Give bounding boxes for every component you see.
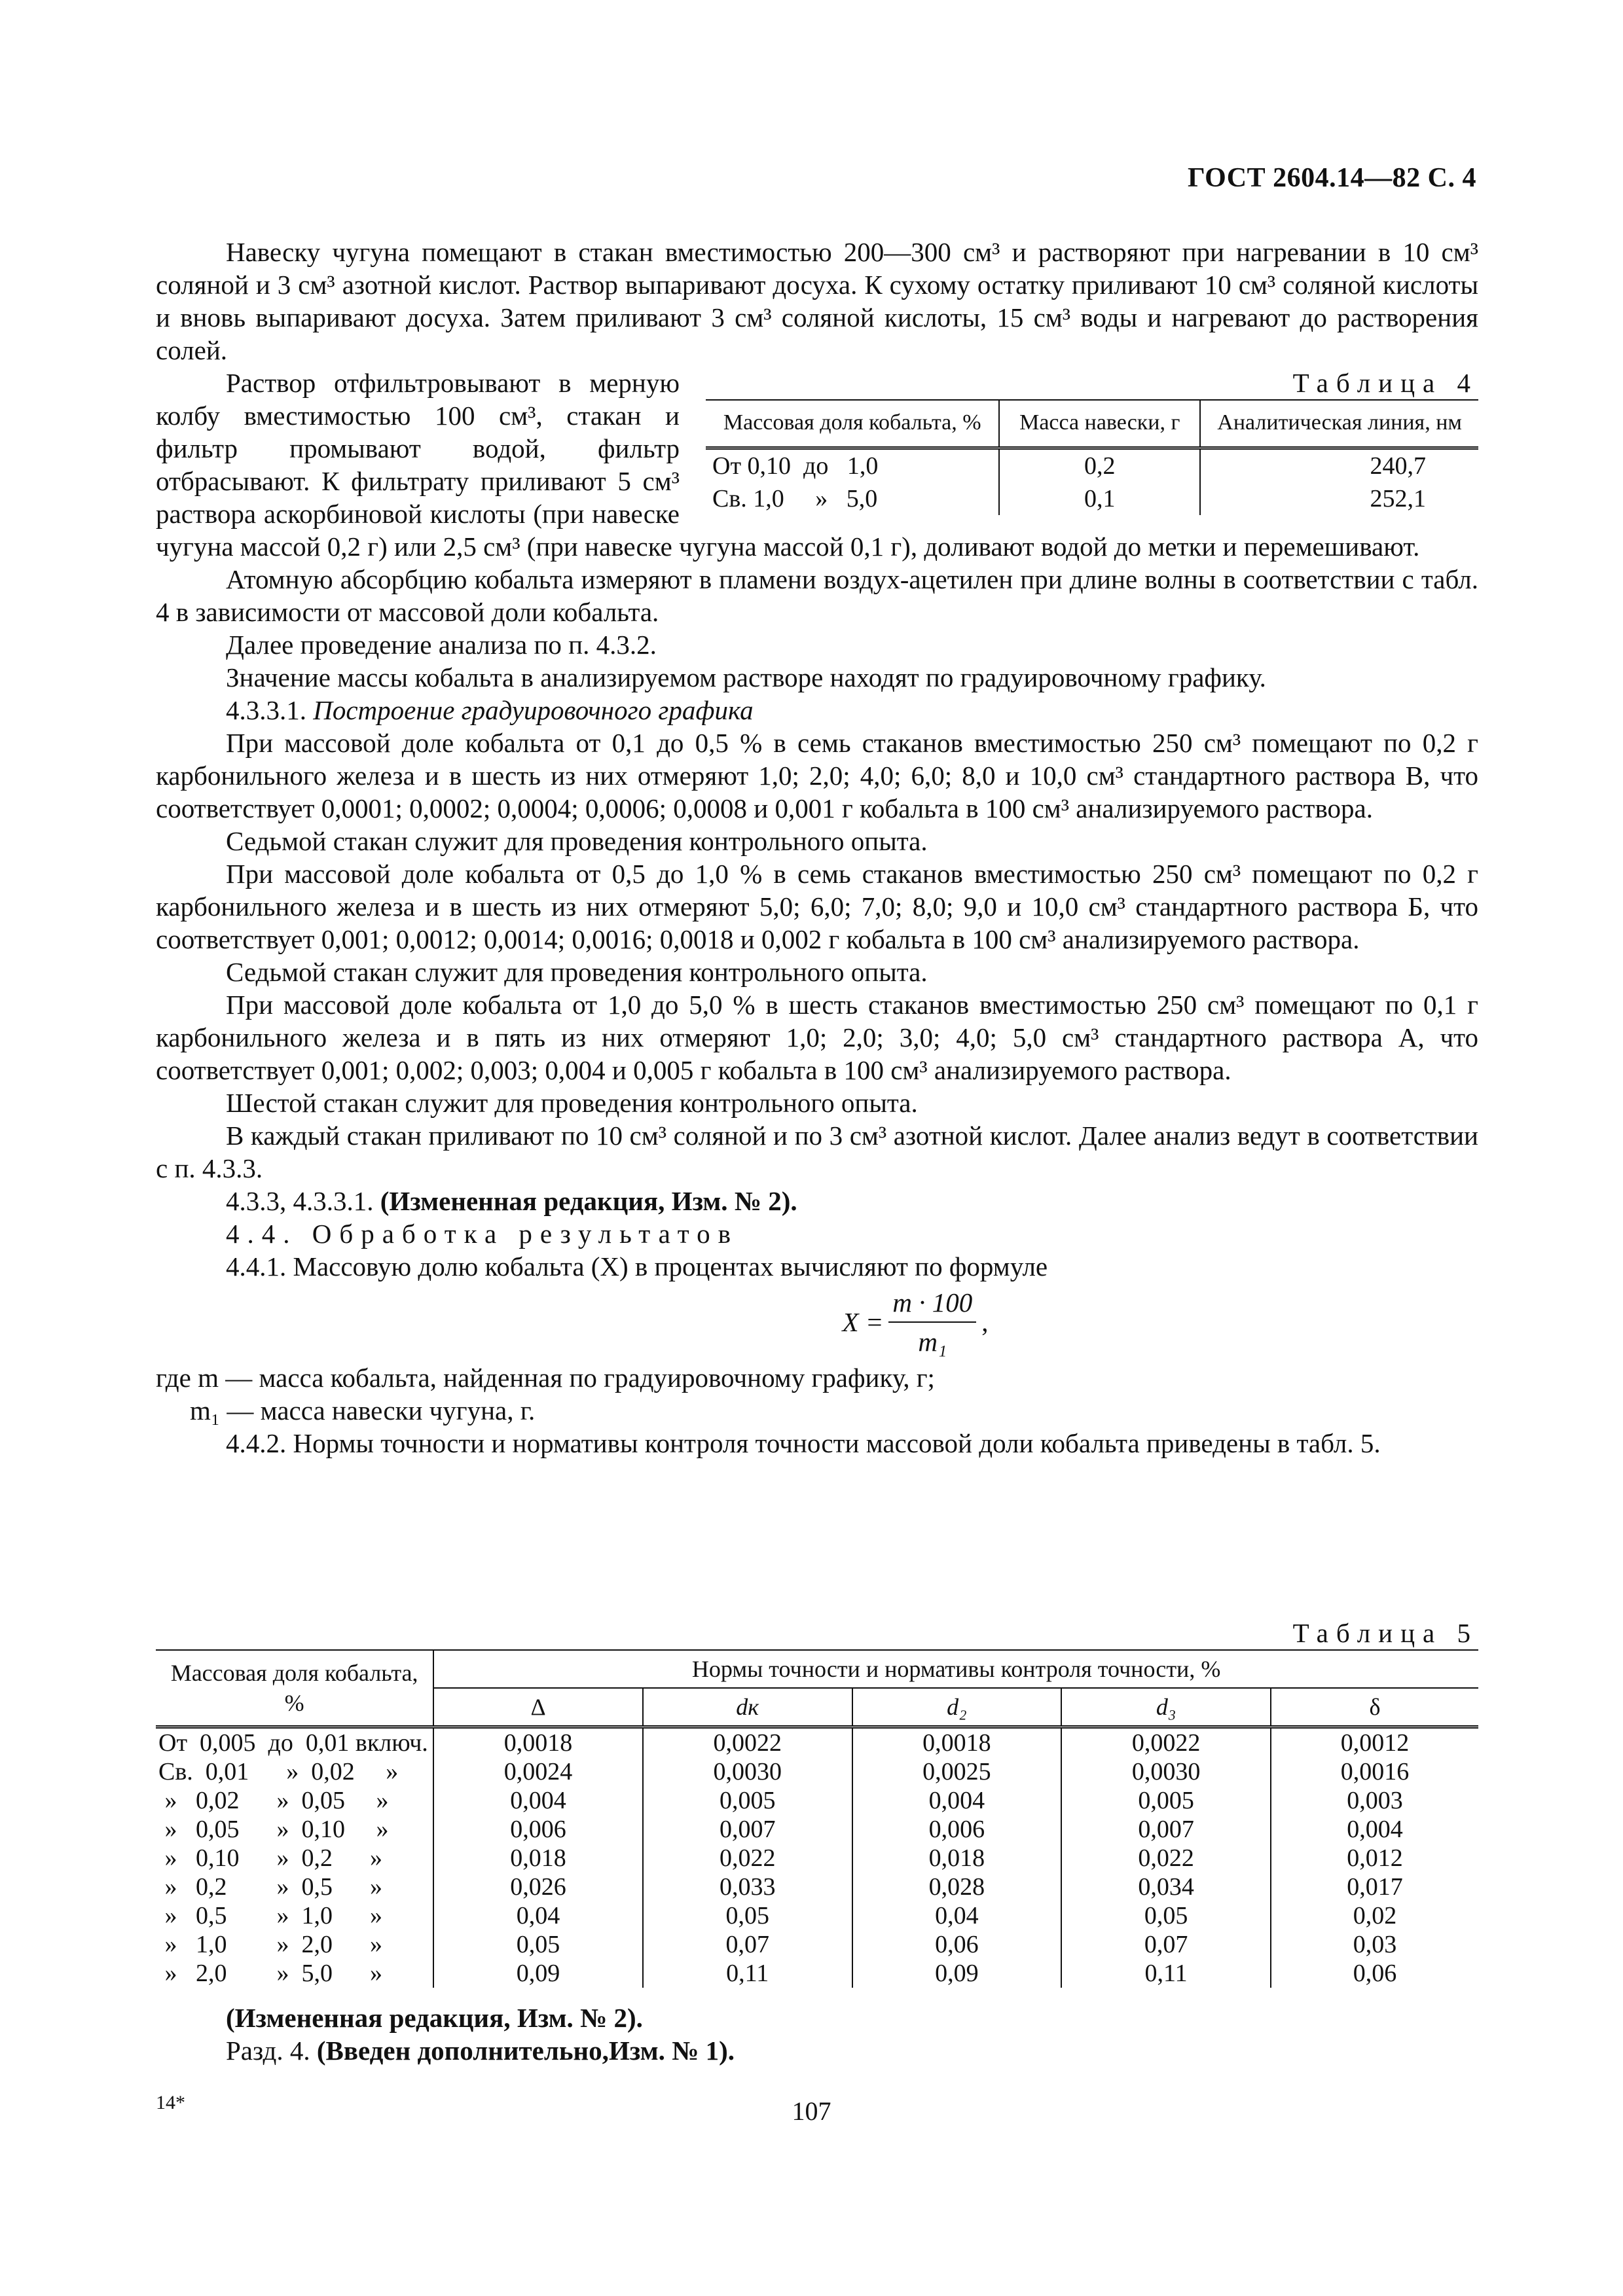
table-cell: 0,004: [433, 1786, 643, 1815]
table-row: [156, 1930, 1478, 1959]
paragraph: Шестой стакан служит для проведения контрольного опыта.: [226, 1088, 918, 1118]
section-added-ref: Разд. 4.: [226, 2036, 310, 2066]
table-row: [156, 1959, 1478, 1988]
table-cell: 0,018: [852, 1844, 1062, 1873]
table-cell: 0,0012: [1271, 1727, 1478, 1758]
table-cell: 0,022: [1061, 1844, 1271, 1873]
table-cell: 0,0018: [433, 1727, 643, 1758]
table-cell: От 0,10 до 1,0: [712, 452, 879, 480]
section-heading-44: 4.4. Обработка результатов: [226, 1219, 739, 1249]
table-header-cell: dк: [643, 1688, 852, 1727]
edit-note-ref: 4.3.3, 4.3.3.1.: [226, 1186, 374, 1216]
table-caption: Таблица 4: [1292, 368, 1478, 398]
section-number: 4.3.3.1.: [226, 695, 306, 725]
table-row: [706, 448, 1478, 483]
table-cell: 0,0016: [1271, 1757, 1478, 1786]
table-cell: 0,012: [1271, 1844, 1478, 1873]
table-cell: » 2,0 » 5,0 »: [158, 1960, 382, 1987]
table-row: [156, 1844, 1478, 1873]
formula-numerator: m · 100: [888, 1286, 976, 1323]
paragraph: В каждый стакан приливают по 10 см³ соляной и по 3 см³ азотной кислот. Далее анализ ведут в соответствии с п. 4.3.3.: [156, 1121, 1478, 1183]
table-row: [156, 1815, 1478, 1844]
edit-note: (Измененная редакция, Изм. № 2).: [226, 2003, 643, 2033]
table-row: [156, 1786, 1478, 1815]
table-5-block: [156, 1617, 1478, 1988]
table-cell: 0,05: [1061, 1901, 1271, 1930]
formula-where-1: где m — масса кобальта, найденная по градуировочному графику, г;: [156, 1363, 935, 1393]
table-cell: 0,004: [852, 1786, 1062, 1815]
edit-note: [156, 1185, 1478, 1217]
table-cell: 0,09: [852, 1959, 1062, 1988]
table-cell: » 0,5 » 1,0 »: [158, 1902, 382, 1929]
table-cell: 0,005: [643, 1786, 852, 1815]
table-cell: 0,07: [643, 1930, 852, 1959]
table-cell: » 0,10 » 0,2 »: [158, 1844, 382, 1872]
paragraph: 4.4.2. Нормы точности и нормативы контроля точности массовой доли кобальта приведены в табл. 5.: [226, 1428, 1381, 1458]
table-cell: 240,7: [1200, 448, 1478, 483]
table-cell: 0,006: [852, 1815, 1062, 1844]
table-cell: 0,022: [643, 1844, 852, 1873]
table-cell: 0,02: [1271, 1901, 1478, 1930]
table-cell: 0,2: [999, 448, 1200, 483]
table-header-cell: Δ: [433, 1688, 643, 1727]
table-cell: 0,09: [433, 1959, 643, 1988]
table-cell: 0,033: [643, 1873, 852, 1901]
section-added-note: [156, 2034, 1478, 2067]
table-cell: Св. 0,01 » 0,02 »: [158, 1758, 399, 1785]
table-row: [156, 1873, 1478, 1901]
table-cell: 0,007: [643, 1815, 852, 1844]
paragraph: Седьмой стакан служит для проведения контрольного опыта.: [226, 957, 928, 987]
table-header-cell: δ: [1271, 1688, 1478, 1727]
table-cell: 0,026: [433, 1873, 643, 1901]
formula-fraction: [888, 1286, 976, 1358]
table-cell: 0,007: [1061, 1815, 1271, 1844]
formula-where-2: m₁ — масса навески чугуна, г.: [190, 1395, 536, 1426]
table-cell: 0,004: [1271, 1815, 1478, 1844]
table-cell: 0,04: [852, 1901, 1062, 1930]
paragraph: 4.4.1. Массовую долю кобальта (X) в процентах вычисляют по формуле: [226, 1251, 1048, 1282]
table-cell: 0,1: [999, 482, 1200, 515]
paragraph-text: Раствор отфильтровывают в мерную колбу вместимостью 100 см³, стакан и фильтр промывают водой, фильтр отбрасывают. К фильтрату приливают 5 см³ раствора аскорбиновой кислоты (при навеске чугуна массой 0,2 г) или 2,5 см³ (при навеске чугуна массой 0,1 г), доливают водой до метки и перемешивают.: [156, 368, 1420, 562]
table-cell: 0,07: [1061, 1930, 1271, 1959]
table-cell: 0,0025: [852, 1757, 1062, 1786]
table-cell: 0,005: [1061, 1786, 1271, 1815]
table-header-cell: Масса навески, г: [999, 400, 1200, 448]
table-cell: 0,018: [433, 1844, 643, 1873]
table-cell: 0,11: [643, 1959, 852, 1988]
table-header-cell: Аналитическая линия, нм: [1200, 400, 1478, 448]
table-cell: 0,06: [1271, 1959, 1478, 1988]
table-row: [156, 1727, 1478, 1758]
table-cell: 0,0022: [1061, 1727, 1271, 1758]
paragraph: [156, 236, 1478, 367]
table-cell: 0,06: [852, 1930, 1062, 1959]
table-5: [156, 1649, 1478, 1988]
paragraph: Далее проведение анализа по п. 4.3.2.: [226, 630, 657, 660]
formula-tail: ,: [981, 1307, 989, 1337]
table-cell: 0,006: [433, 1815, 643, 1844]
table-cell: 0,0022: [643, 1727, 852, 1758]
formula-denominator: m₁: [918, 1327, 947, 1357]
table-cell: 0,034: [1061, 1873, 1271, 1901]
signature-mark: 14*: [156, 2092, 185, 2113]
table-cell: » 0,2 » 0,5 »: [158, 1873, 382, 1901]
table-cell: 252,1: [1200, 482, 1478, 515]
formula: [352, 1283, 1478, 1361]
table-cell: 0,003: [1271, 1786, 1478, 1815]
table-4-block: [706, 367, 1478, 515]
table-row: [156, 1901, 1478, 1930]
table-cell: От 0,005 до 0,01 включ.: [158, 1729, 428, 1757]
closing-notes: [156, 2001, 1478, 2067]
table-cell: 0,0018: [852, 1727, 1062, 1758]
edit-note-text: (Измененная редакция, Изм. № 2).: [380, 1186, 797, 1216]
table-header-cell: d₂: [852, 1688, 1062, 1727]
section-added-text: (Введен дополнительно,Изм. № 1).: [316, 2036, 735, 2066]
table-header-cell: Массовая доля кобальта, %: [706, 400, 999, 448]
table-cell: 0,04: [433, 1901, 643, 1930]
table-cell: 0,017: [1271, 1873, 1478, 1901]
formula-lhs: X =: [842, 1307, 884, 1337]
table-4: [706, 399, 1478, 515]
table-cell: 0,0030: [643, 1757, 852, 1786]
table-header-group: Нормы точности и нормативы контроля точности, %: [433, 1650, 1478, 1688]
paragraph: При массовой доле кобальта от 0,1 до 0,5 % в семь стаканов вместимостью 250 см³ помещают по 0,2 г карбонильного железа и в шесть из них отмеряют 1,0; 2,0; 4,0; 6,0; 8,0 и 10,0 см³ стандартного раствора В, что соответствует 0,0001; 0,0002; 0,0004; 0,0006; 0,0008 и 0,001 г кобальта в 100 см³ анализируемого раствора.: [156, 728, 1478, 823]
paragraph-text: Навеску чугуна помещают в стакан вместимостью 200—300 см³ и растворяют при нагревании в 10 см³ соляной и 3 см³ азотной кислот. Раствор выпаривают досуха. К сухому остатку приливают 10 см³ соляной кислоты и вновь выпаривают досуха. Затем приливают 3 см³ соляной кислоты, 15 см³ воды и нагревают до растворения солей.: [156, 237, 1478, 365]
table-row: [706, 482, 1478, 515]
table-cell: 0,05: [643, 1901, 852, 1930]
table-cell: Св. 1,0 » 5,0: [712, 485, 878, 512]
table-cell: » 0,02 » 0,05 »: [158, 1787, 389, 1814]
page-number: 107: [792, 2096, 831, 2126]
section-heading-4331: [156, 694, 1478, 726]
table-cell: 0,05: [433, 1930, 643, 1959]
page-header: ГОСТ 2604.14—82 С. 4: [1187, 163, 1476, 193]
table-cell: » 1,0 » 2,0 »: [158, 1931, 382, 1958]
table-cell: 0,03: [1271, 1930, 1478, 1959]
paragraph: Седьмой стакан служит для проведения контрольного опыта.: [226, 826, 928, 856]
body-text: [156, 236, 1478, 1460]
table-cell: 0,0024: [433, 1757, 643, 1786]
table-cell: 0,0030: [1061, 1757, 1271, 1786]
table-header-cell: d₃: [1061, 1688, 1271, 1727]
table-row: [156, 1757, 1478, 1786]
table-header-cell: Массовая доля кобальта, %: [156, 1650, 433, 1727]
section-title: Построение градуировочного графика: [313, 695, 754, 725]
paragraph: Значение массы кобальта в анализируемом растворе находят по градуировочному графику.: [226, 662, 1266, 692]
table-cell: 0,11: [1061, 1959, 1271, 1988]
paragraph: Атомную абсорбцию кобальта измеряют в пламени воздух-ацетилен при длине волны в соответствии с табл. 4 в зависимости от массовой доли кобальта.: [156, 564, 1478, 627]
table-cell: » 0,05 » 0,10 »: [158, 1816, 389, 1843]
table-cell: 0,028: [852, 1873, 1062, 1901]
paragraph: При массовой доле кобальта от 1,0 до 5,0 % в шесть стаканов вместимостью 250 см³ помещают по 0,1 г карбонильного железа и в пять из них отмеряют 1,0; 2,0; 3,0; 4,0; 5,0 см³ стандартного раствора А, что соответствует 0,001; 0,002; 0,003; 0,004 и 0,005 г кобальта в 100 см³ анализируемого раствора.: [156, 990, 1478, 1085]
paragraph: При массовой доле кобальта от 0,5 до 1,0 % в семь стаканов вместимостью 250 см³ помещают по 0,2 г карбонильного железа и в шесть из них отмеряют 5,0; 6,0; 7,0; 8,0; 9,0 и 10,0 см³ стандартного раствора Б, что соответствует 0,001; 0,0012; 0,0014; 0,0016; 0,0018 и 0,002 г кобальта в 100 см³ анализируемого раствора.: [156, 859, 1478, 954]
table-caption: Таблица 5: [1292, 1618, 1478, 1648]
